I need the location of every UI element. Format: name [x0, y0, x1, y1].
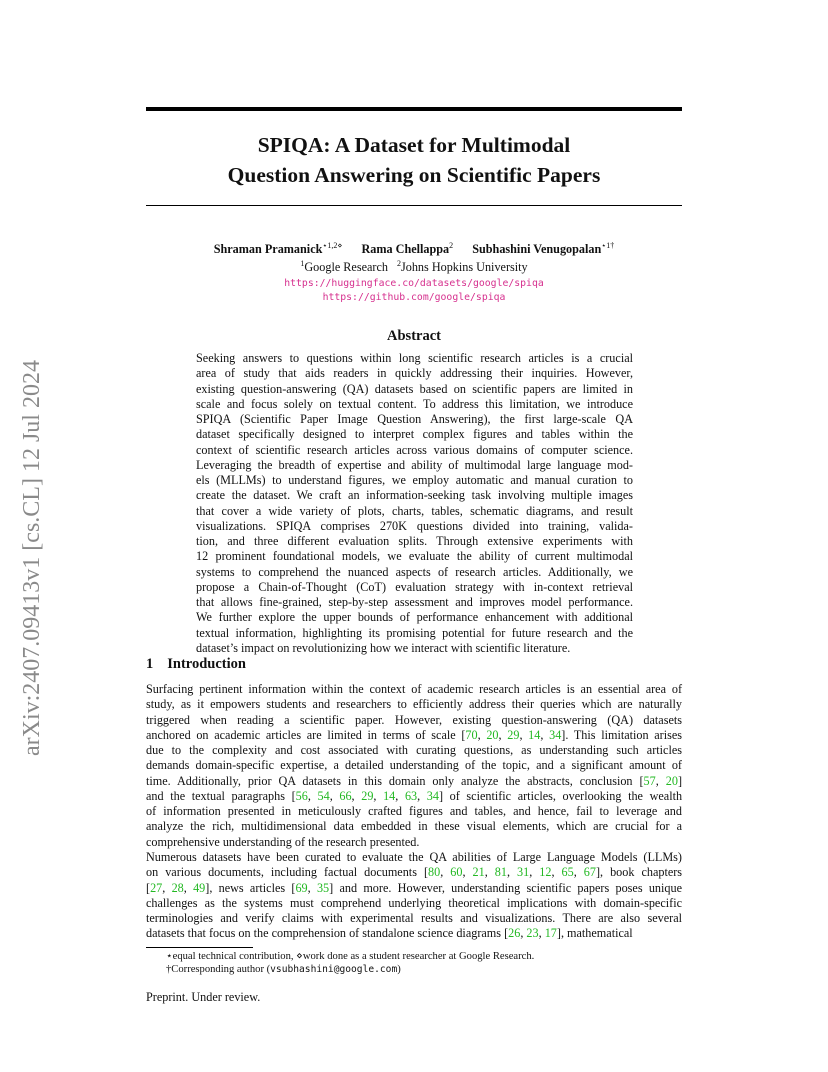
abstract-heading: Abstract [387, 328, 441, 344]
paragraph-line: triggered when reading a scientific paper. However, existing question-answering (QA) datasets [146, 712, 682, 727]
intro-paragraph-2 [146, 850, 682, 942]
abstract-line: Leveraging the breadth of expertise and ability of multimodal large language mod- [196, 457, 633, 472]
paragraph-line: datasets that focus on the comprehension of standalone science diagrams [26, 23, 17], mathematical [146, 926, 633, 941]
footnote-1: ⋆equal technical contribution, ⋄work done as a student researcher at Google Research. [166, 951, 535, 962]
affiliation-name: Google Research [304, 260, 388, 274]
abstract-line: tion, and three different evaluation splits. Through extensive experiments with [196, 534, 633, 548]
author-name: Subhashini Venugopalan [472, 242, 602, 256]
abstract-body [196, 351, 633, 656]
author-name: Rama Chellappa [361, 242, 450, 256]
section-title: Introduction [167, 656, 246, 672]
title-line-2: Question Answering on Scientific Papers [227, 163, 601, 187]
abstract-line: 12 prominent foundational models, we evaluate the ability of current multimodal [196, 549, 633, 564]
abstract-line: visualizations. SPIQA comprises 270K questions divided into training, valida- [196, 518, 633, 533]
author-list [146, 242, 682, 257]
paragraph-line: [27, 28, 49], news articles [69, 35] and more. However, understanding scientific papers poses unique [146, 880, 682, 895]
paragraph-line: of information presented in meticulously crafted figures and tables, and hence, fail to leverage and [146, 804, 682, 818]
arxiv-identifier: arXiv:2407.09413v1 [cs.CL] 12 Jul 2024 [19, 360, 45, 756]
intro-paragraph-1 [146, 682, 682, 850]
abstract-line: context of scientific research articles across various domains of computer science. [196, 442, 633, 457]
affiliation-1 [300, 260, 388, 274]
paragraph-line: Numerous datasets have been curated to evaluate the QA abilities of Large Language Models (LLMs) [146, 850, 682, 864]
affiliation-mark: 2 [397, 259, 401, 268]
title-top-rule [146, 107, 682, 111]
paper-title [146, 130, 682, 190]
affiliations [146, 260, 682, 275]
footnote-2 [166, 964, 401, 975]
preprint-note: Preprint. Under review. [146, 990, 261, 1004]
affiliation-2 [397, 260, 528, 274]
title-bottom-rule [146, 205, 682, 206]
abstract-line: textual information, highlighting its promising potential for future research and the [196, 625, 633, 640]
abstract-line: that cover a wide variety of plots, charts, tables, schematic diagrams, and result [196, 503, 633, 518]
paragraph-line: terminologies and verify claims with experimental results and visualizations. There are also several [146, 911, 682, 925]
paragraph-line: comprehensive understanding of the research presented. [146, 834, 420, 849]
abstract-line: systems to comprehend the nuanced aspects of research articles. Additionally, we [196, 564, 633, 579]
section-heading-introduction [146, 656, 246, 673]
corresponding-email: vsubhashini@google.com [270, 964, 398, 975]
abstract-line: dataset specifically designed to interpret complex figures and tables within the [196, 427, 633, 442]
abstract-line: area of study that aids readers in quickly addressing their inquiries. However, [196, 366, 633, 381]
paragraph-line: due to the complexity and cost associated with curating questions, as understanding such articles [146, 743, 682, 757]
abstract-line: scale and focus solely on textual content. To address this limitation, we introduce [196, 396, 633, 411]
abstract-line: propose a Chain-of-Thought (CoT) evaluation strategy with in-context retrieval [196, 579, 633, 594]
author-3 [472, 242, 614, 256]
abstract-line: We further explore the upper bounds of performance enhancement with additional [196, 610, 633, 625]
paragraph-line: demands domain-specific expertise, a detailed understanding of the topic, and a significant amount of [146, 758, 682, 773]
paragraph-line: challenges as the systems must comprehend underlying theoretical implications with domain-specific [146, 895, 682, 910]
section-number: 1 [146, 656, 154, 672]
paragraph-line: time. Additionally, prior QA datasets in this domain only analyze the abstracts, conclusion [57, 20] [146, 773, 682, 788]
paragraph-line: analyze the rich, multidimensional data embedded in these visual elements, which are crucial for a [146, 819, 682, 834]
paragraph-line: and the textual paragraphs [56, 54, 66, 29, 14, 63, 34] of scientific articles, overlooking the wealth [146, 788, 683, 803]
footnote-text: ) [397, 964, 401, 975]
abstract-line: dataset’s impact on revolutionizing how we interact with scientific literature. [196, 640, 571, 655]
dataset-link[interactable]: https://huggingface.co/datasets/google/spiqa [284, 278, 544, 289]
title-line-1: SPIQA: A Dataset for Multimodal [257, 133, 571, 157]
abstract-line: SPIQA (Scientific Paper Image Question Answering), the first large-scale QA [196, 412, 633, 426]
abstract-line: existing question-answering (QA) datasets based on scientific papers are limited in [196, 381, 633, 396]
affiliation-mark: 1 [300, 259, 305, 268]
abstract-line: els (MLLMs) to understand figures, we employ automatic and manual curation to [196, 473, 633, 487]
paragraph-line: on various documents, including factual documents [80, 60, 21, 81, 31, 12, 65, 67], book chapters [146, 865, 683, 880]
abstract-line: create the dataset. We craft an information-seeking task involving multiple images [196, 488, 633, 503]
footnote-rule [146, 947, 253, 948]
footnote-text: †Corresponding author ( [166, 964, 271, 975]
author-marks: ⋆1,2⋄ [322, 241, 343, 250]
paragraph-line: Surfacing pertinent information within the context of academic research articles is an essential area of [146, 682, 682, 696]
author-2 [361, 242, 453, 256]
affiliation-name: Johns Hopkins University [401, 260, 528, 274]
abstract-line: that allows fine-grained, step-by-step assessment and improves model performance. [196, 595, 633, 609]
code-link[interactable]: https://github.com/google/spiqa [322, 292, 506, 303]
author-name: Shraman Pramanick [213, 242, 323, 256]
paragraph-line: anchored on academic articles are limited in terms of scale [70, 20, 29, 14, 34]. This limitation arises [146, 727, 683, 742]
paragraph-line: study, as it empowers students and researchers to efficiently address their queries which are naturally [146, 697, 682, 712]
abstract-line: Seeking answers to questions within long scientific research articles is a crucial [196, 351, 633, 365]
author-marks: ⋆1† [601, 241, 615, 250]
author-marks: 2 [449, 241, 454, 250]
author-1 [214, 242, 343, 256]
